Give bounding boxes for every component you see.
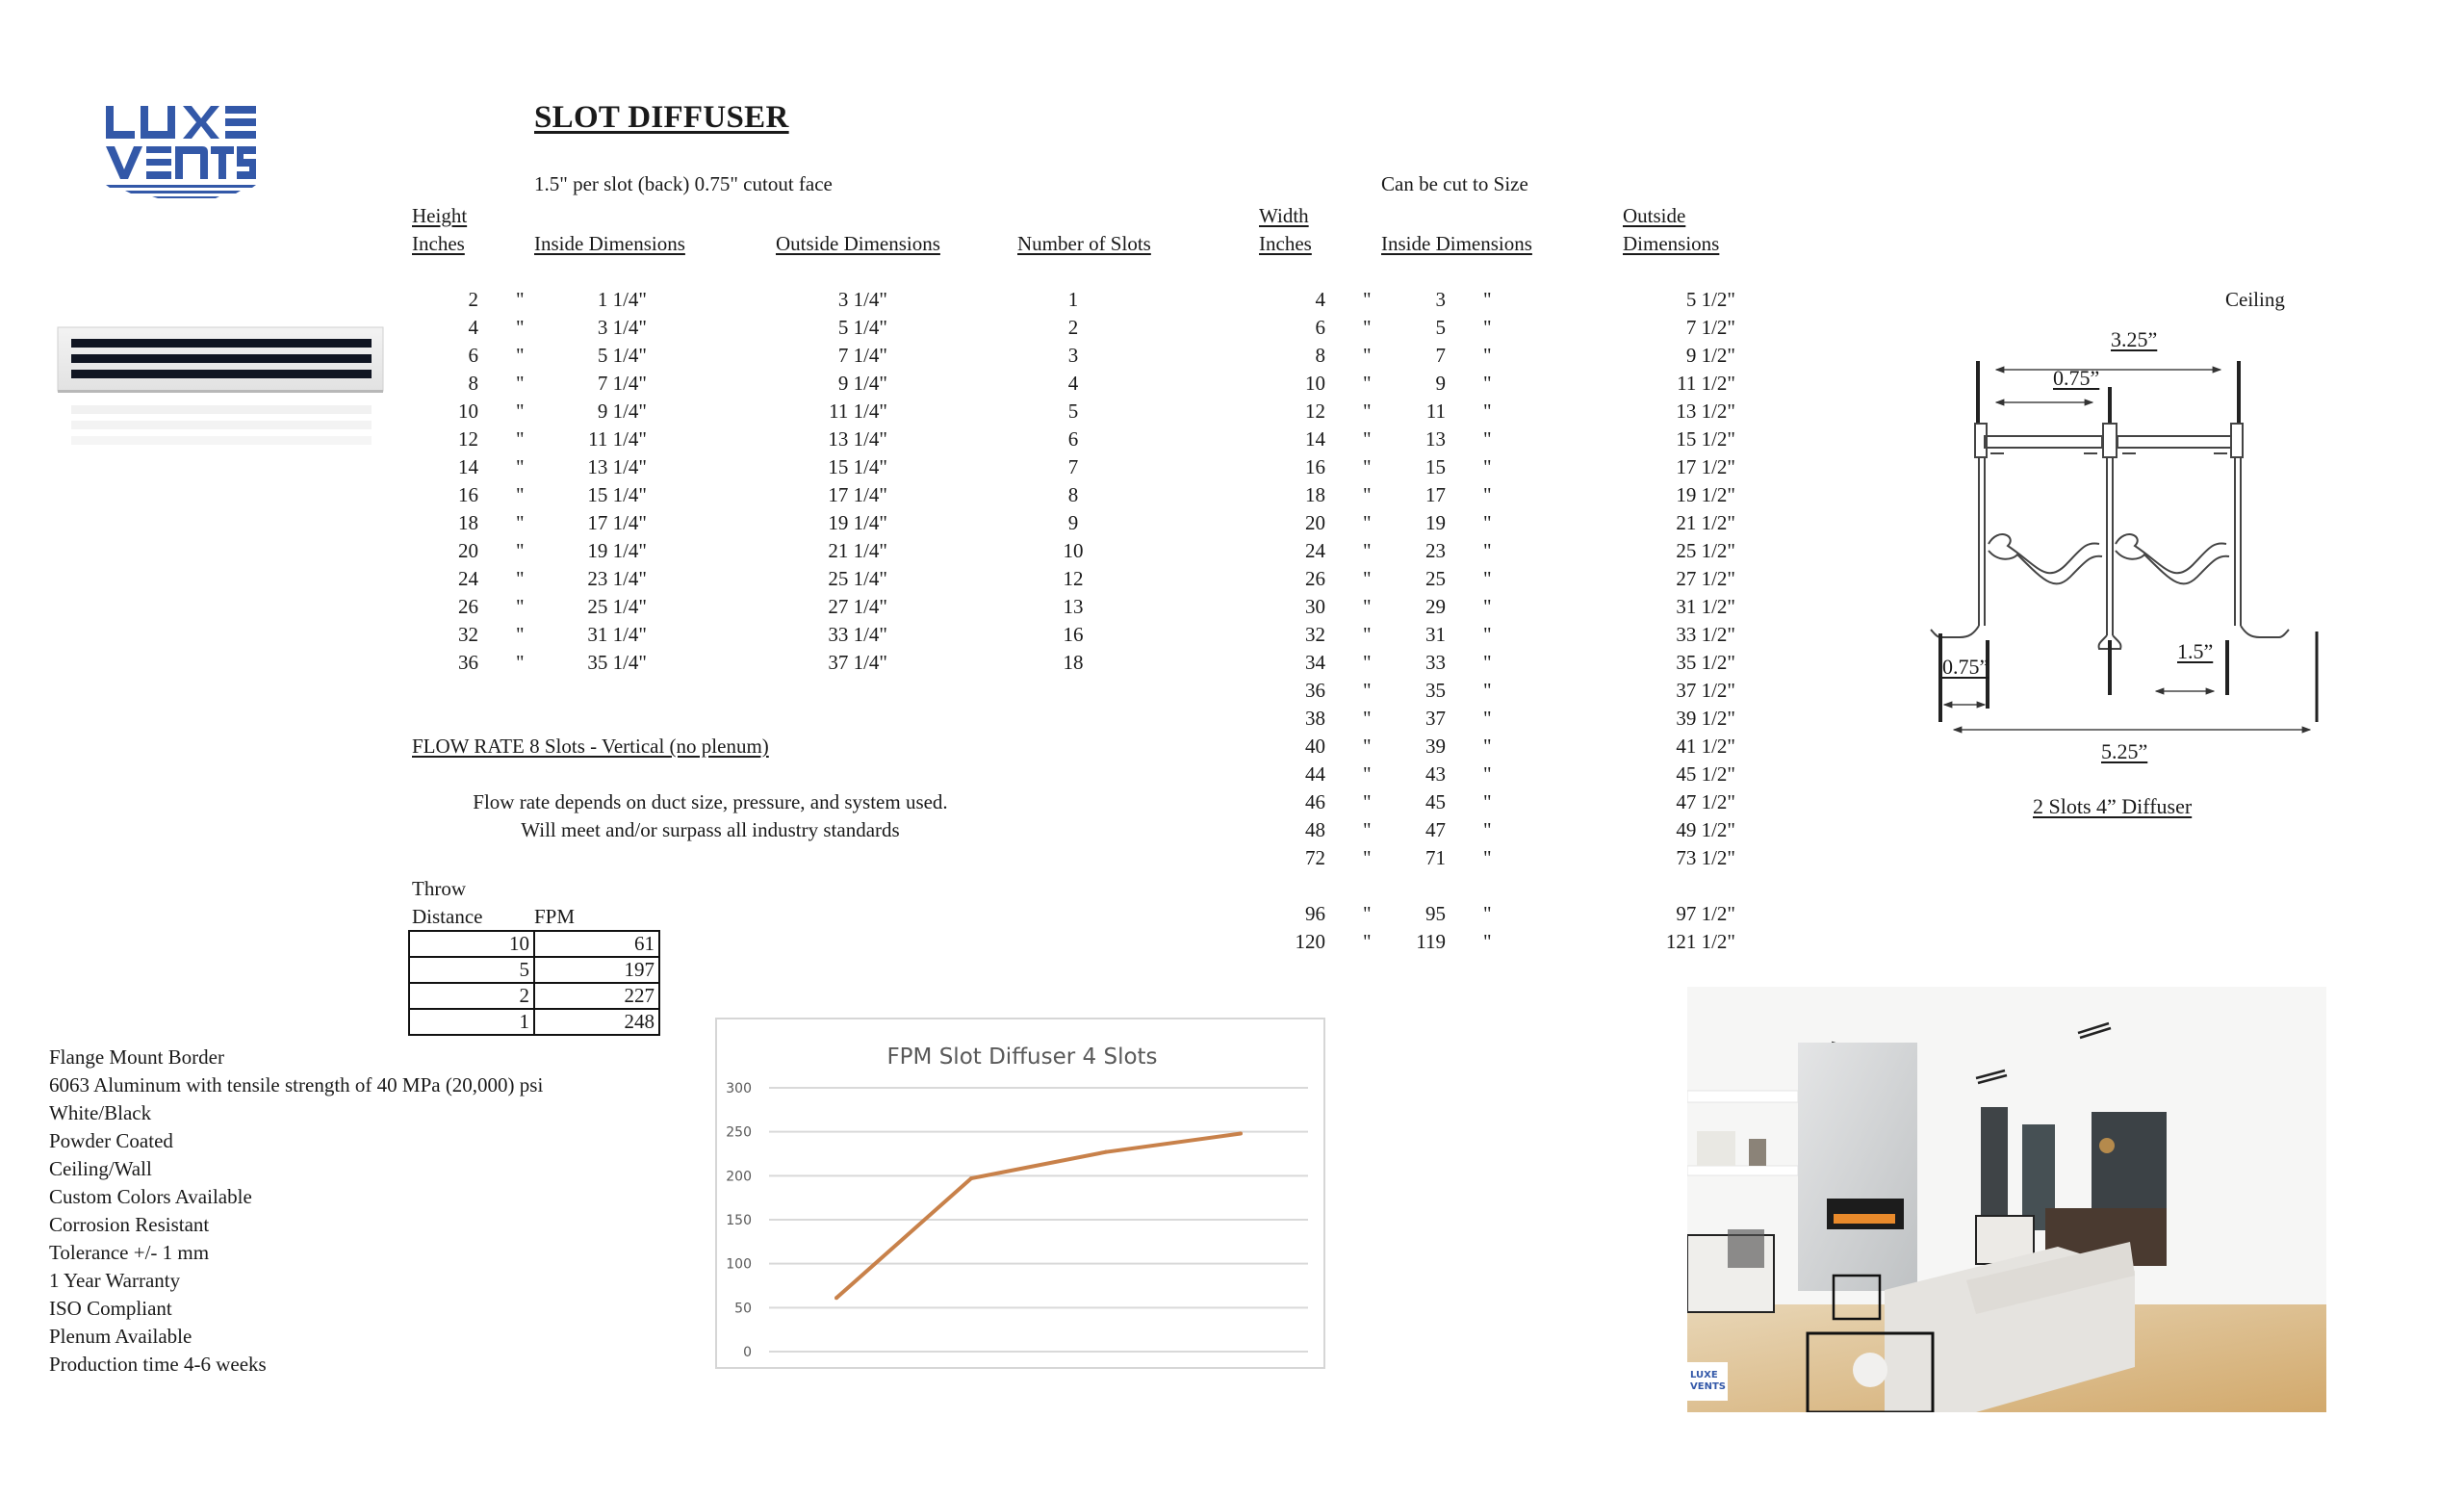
slot-count: 7 (1067, 455, 1079, 478)
height-value: 36 (458, 651, 478, 674)
height-outside-value: 9 1/4" (837, 372, 887, 395)
width-inside-inch-mark: " (1483, 427, 1492, 451)
width-value: 8 (1315, 344, 1325, 367)
throw-fpm: 227 (534, 983, 659, 1009)
width-value: 38 (1305, 707, 1325, 730)
fpm-data-point (1104, 1150, 1108, 1154)
throw-fpm: 248 (534, 1009, 659, 1035)
width-inside-inch-mark: " (1483, 902, 1492, 925)
height-inside-value: 17 1/4" (587, 511, 647, 534)
width-value: 26 (1305, 567, 1325, 590)
width-inch-mark: " (1363, 902, 1372, 925)
width-inch-mark: " (1363, 735, 1372, 758)
height-inside-value: 13 1/4" (587, 455, 647, 478)
flow-rate-note-1: Flow rate depends on duct size, pressure, and system used. (473, 790, 948, 813)
height-outside-value: 25 1/4" (828, 567, 887, 590)
width-inch-mark: " (1363, 372, 1372, 395)
dim-slot-top-label: 0.75” (2053, 366, 2100, 390)
flow-rate-heading: FLOW RATE 8 Slots - Vertical (no plenum) (412, 735, 769, 758)
width-outside-value: 17 1/2" (1676, 455, 1735, 478)
height-outside-value: 33 1/4" (828, 623, 887, 646)
y-tick-label: 0 (743, 1345, 752, 1360)
height-value: 10 (458, 400, 478, 423)
feature-item: Custom Colors Available (49, 1185, 252, 1208)
feature-item: ISO Compliant (49, 1297, 172, 1320)
ceiling-label: Ceiling (2225, 288, 2285, 311)
height-inch-mark: " (516, 511, 525, 534)
width-outside-value: 35 1/2" (1676, 651, 1735, 674)
slot-count: 10 (1063, 539, 1084, 562)
dim-flange-label: 0.75” (1942, 655, 1989, 679)
chart-title: FPM Slot Diffuser 4 Slots (886, 1045, 1158, 1070)
diagram-caption: 2 Slots 4” Diffuser (2033, 794, 2193, 818)
width-inside-header: Inside Dimensions (1381, 232, 1532, 255)
width-outside-value: 25 1/2" (1676, 539, 1735, 562)
height-inch-mark: " (516, 316, 525, 339)
height-inside-value: 5 1/4" (597, 344, 647, 367)
feature-item: 1 Year Warranty (49, 1269, 181, 1292)
dim-top-label: 3.25” (2111, 327, 2158, 351)
width-inside-value: 23 (1425, 539, 1446, 562)
slot-count: 1 (1067, 288, 1079, 311)
height-value: 16 (458, 483, 478, 506)
width-value: 46 (1305, 790, 1325, 813)
fpm-chart-svg (717, 1019, 1327, 1371)
throw-distance: 5 (409, 957, 534, 983)
width-inside-inch-mark: " (1483, 372, 1492, 395)
width-outside-value: 121 1/2" (1665, 930, 1735, 953)
height-outside-value: 19 1/4" (828, 511, 887, 534)
width-outside-value: 45 1/2" (1676, 762, 1735, 786)
width-inch-mark: " (1363, 595, 1372, 618)
width-inch-mark: " (1363, 400, 1372, 423)
width-inch-mark: " (1363, 930, 1372, 953)
width-header-top: Width (1259, 204, 1309, 227)
width-value: 24 (1305, 539, 1325, 562)
height-inside-value: 7 1/4" (597, 372, 647, 395)
width-outside-value: 21 1/2" (1676, 511, 1735, 534)
throw-table-row (409, 931, 659, 957)
width-inside-value: 3 (1435, 288, 1446, 311)
throw-distance: 10 (409, 931, 534, 957)
throw-table-row (409, 983, 659, 1009)
width-inch-mark: " (1363, 511, 1372, 534)
width-inch-mark: " (1363, 344, 1372, 367)
width-inside-inch-mark: " (1483, 595, 1492, 618)
height-inch-mark: " (516, 651, 525, 674)
height-inch-mark: " (516, 539, 525, 562)
width-inch-mark: " (1363, 623, 1372, 646)
slot-count: 6 (1067, 427, 1079, 451)
height-inside-value: 19 1/4" (587, 539, 647, 562)
slot-count: 9 (1067, 511, 1079, 534)
y-tick-label: 200 (726, 1169, 752, 1185)
width-inside-value: 95 (1425, 902, 1446, 925)
distance-header: Distance (412, 905, 483, 928)
width-outside-value: 41 1/2" (1676, 735, 1735, 758)
width-value: 96 (1305, 902, 1325, 925)
diffuser-cross-section-diagram (1925, 327, 2339, 809)
height-outside-value: 27 1/4" (828, 595, 887, 618)
fpm-header: FPM (534, 905, 576, 928)
width-value: 12 (1305, 400, 1325, 423)
width-outside-value: 97 1/2" (1676, 902, 1735, 925)
width-inside-inch-mark: " (1483, 455, 1492, 478)
width-inside-inch-mark: " (1483, 567, 1492, 590)
width-value: 14 (1305, 427, 1325, 451)
y-tick-label: 250 (726, 1124, 752, 1141)
slot-count: 4 (1067, 372, 1079, 395)
height-inside-value: 1 1/4" (597, 288, 647, 311)
throw-table-row (409, 1009, 659, 1035)
width-inside-value: 9 (1435, 372, 1446, 395)
width-value: 48 (1305, 818, 1325, 841)
height-value: 12 (458, 427, 478, 451)
width-inch-mark: " (1363, 762, 1372, 786)
feature-item: Powder Coated (49, 1129, 173, 1152)
throw-header: Throw (412, 877, 466, 900)
width-outside-value: 11 1/2" (1677, 372, 1735, 395)
width-inside-inch-mark: " (1483, 735, 1492, 758)
slot-count: 5 (1067, 400, 1079, 423)
width-inside-value: 47 (1425, 818, 1446, 841)
height-inch-mark: " (516, 344, 525, 367)
page-title: SLOT DIFFUSER (534, 100, 789, 135)
slot-count: 8 (1067, 483, 1079, 506)
width-value: 4 (1315, 288, 1325, 311)
width-value: 40 (1305, 735, 1325, 758)
height-inch-mark: " (516, 288, 525, 311)
width-outside-value: 7 1/2" (1685, 316, 1735, 339)
width-inside-value: 43 (1425, 762, 1446, 786)
height-outside-value: 3 1/4" (837, 288, 887, 311)
height-inside-value: 35 1/4" (587, 651, 647, 674)
width-inside-value: 13 (1425, 427, 1446, 451)
width-value: 34 (1305, 651, 1325, 674)
height-value: 6 (468, 344, 478, 367)
height-inside-value: 31 1/4" (587, 623, 647, 646)
feature-item: Corrosion Resistant (49, 1213, 210, 1236)
height-inch-mark: " (516, 455, 525, 478)
width-inside-inch-mark: " (1483, 288, 1492, 311)
width-outside-value: 37 1/2" (1676, 679, 1735, 702)
width-inside-inch-mark: " (1483, 623, 1492, 646)
throw-table-row (409, 957, 659, 983)
photo-watermark-line2: VENTS (1690, 1381, 1726, 1392)
height-inch-mark: " (516, 623, 525, 646)
width-inch-mark: " (1363, 567, 1372, 590)
width-inside-value: 17 (1425, 483, 1446, 506)
feature-item: Ceiling/Wall (49, 1157, 152, 1180)
slot-spec-note: 1.5" per slot (back) 0.75" cutout face (534, 172, 833, 195)
width-inside-value: 25 (1425, 567, 1446, 590)
throw-distance: 2 (409, 983, 534, 1009)
feature-item: Flange Mount Border (49, 1045, 224, 1069)
feature-item: Production time 4-6 weeks (49, 1353, 267, 1376)
height-header-bottom: Inches (412, 232, 465, 255)
width-inside-inch-mark: " (1483, 483, 1492, 506)
fpm-data-point (1239, 1131, 1243, 1135)
width-outside-value: 73 1/2" (1676, 846, 1735, 869)
fpm-data-point (834, 1296, 838, 1300)
height-inch-mark: " (516, 400, 525, 423)
height-inside-value: 11 1/4" (588, 427, 647, 451)
width-inside-value: 29 (1425, 595, 1446, 618)
width-inside-value: 15 (1425, 455, 1446, 478)
height-inside-value: 15 1/4" (587, 483, 647, 506)
brand-logo (104, 104, 258, 200)
width-inside-inch-mark: " (1483, 651, 1492, 674)
flow-rate-note-2: Will meet and/or surpass all industry standards (521, 818, 900, 841)
width-outside-value: 19 1/2" (1676, 483, 1735, 506)
feature-item: Tolerance +/- 1 mm (49, 1241, 210, 1264)
throw-fpm: 61 (534, 931, 659, 957)
width-inside-value: 71 (1425, 846, 1446, 869)
fpm-chart (715, 1018, 1325, 1369)
width-inside-inch-mark: " (1483, 930, 1492, 953)
width-inch-mark: " (1363, 707, 1372, 730)
width-value: 10 (1305, 372, 1325, 395)
height-value: 18 (458, 511, 478, 534)
width-inside-value: 33 (1425, 651, 1446, 674)
width-value: 120 (1295, 930, 1325, 953)
dim-slot-bottom-label: 1.5” (2177, 639, 2214, 663)
height-inch-mark: " (516, 595, 525, 618)
width-inch-mark: " (1363, 790, 1372, 813)
width-inch-mark: " (1363, 288, 1372, 311)
throw-distance: 1 (409, 1009, 534, 1035)
slot-count: 13 (1063, 595, 1084, 618)
width-inside-inch-mark: " (1483, 344, 1492, 367)
width-inside-inch-mark: " (1483, 846, 1492, 869)
width-inch-mark: " (1363, 483, 1372, 506)
width-inside-inch-mark: " (1483, 511, 1492, 534)
slot-count: 12 (1063, 567, 1084, 590)
width-inch-mark: " (1363, 316, 1372, 339)
living-room-photo (1687, 987, 2326, 1412)
slot-count: 3 (1067, 344, 1079, 367)
width-inside-inch-mark: " (1483, 707, 1492, 730)
width-value: 16 (1305, 455, 1325, 478)
width-inside-value: 35 (1425, 679, 1446, 702)
photo-watermark-line1: LUXE (1690, 1370, 1718, 1380)
width-value: 20 (1305, 511, 1325, 534)
height-outside-value: 21 1/4" (828, 539, 887, 562)
width-value: 32 (1305, 623, 1325, 646)
width-outside-header-top: Outside (1623, 204, 1686, 227)
width-inside-value: 39 (1425, 735, 1446, 758)
width-outside-value: 15 1/2" (1676, 427, 1735, 451)
fpm-data-point (969, 1176, 973, 1180)
height-inside-value: 3 1/4" (597, 316, 647, 339)
width-inch-mark: " (1363, 818, 1372, 841)
width-inside-inch-mark: " (1483, 818, 1492, 841)
height-value: 24 (458, 567, 478, 590)
height-outside-value: 15 1/4" (828, 455, 887, 478)
width-inside-inch-mark: " (1483, 679, 1492, 702)
feature-item: White/Black (49, 1101, 152, 1124)
height-value: 32 (458, 623, 478, 646)
width-inch-mark: " (1363, 455, 1372, 478)
width-inside-inch-mark: " (1483, 316, 1492, 339)
feature-item: 6063 Aluminum with tensile strength of 40 MPa (20,000) psi (49, 1073, 544, 1096)
width-inside-value: 7 (1435, 344, 1446, 367)
y-tick-label: 150 (726, 1213, 752, 1228)
width-value: 36 (1305, 679, 1325, 702)
height-inch-mark: " (516, 372, 525, 395)
width-inside-value: 45 (1425, 790, 1446, 813)
width-inside-inch-mark: " (1483, 539, 1492, 562)
width-outside-value: 39 1/2" (1676, 707, 1735, 730)
slot-count: 2 (1067, 316, 1079, 339)
width-outside-value: 47 1/2" (1676, 790, 1735, 813)
luxe-vents-logo-icon (104, 104, 258, 200)
height-inch-mark: " (516, 483, 525, 506)
height-value: 4 (468, 316, 478, 339)
slot-count: 18 (1063, 651, 1084, 674)
height-value: 26 (458, 595, 478, 618)
width-inside-value: 19 (1425, 511, 1446, 534)
width-value: 6 (1315, 316, 1325, 339)
y-tick-label: 300 (726, 1081, 752, 1096)
dim-overall-label: 5.25” (2101, 739, 2148, 763)
width-inch-mark: " (1363, 651, 1372, 674)
height-header-top: Height (412, 204, 468, 227)
width-outside-header-bottom: Dimensions (1623, 232, 1720, 255)
y-tick-label: 100 (726, 1256, 752, 1273)
feature-item: Plenum Available (49, 1325, 192, 1348)
width-inside-value: 5 (1435, 316, 1446, 339)
throw-table (408, 930, 660, 1036)
width-inside-inch-mark: " (1483, 762, 1492, 786)
width-value: 30 (1305, 595, 1325, 618)
height-value: 20 (458, 539, 478, 562)
width-outside-value: 49 1/2" (1676, 818, 1735, 841)
width-inch-mark: " (1363, 846, 1372, 869)
cut-to-size-note: Can be cut to Size (1381, 172, 1528, 195)
slots-header: Number of Slots (1017, 232, 1151, 255)
width-outside-value: 5 1/2" (1685, 288, 1735, 311)
throw-fpm: 197 (534, 957, 659, 983)
width-outside-value: 33 1/2" (1676, 623, 1735, 646)
height-outside-value: 37 1/4" (828, 651, 887, 674)
height-inch-mark: " (516, 427, 525, 451)
height-value: 8 (468, 372, 478, 395)
height-outside-value: 11 1/4" (829, 400, 887, 423)
width-inside-value: 11 (1425, 400, 1446, 423)
height-outside-header: Outside Dimensions (776, 232, 940, 255)
fpm-series-line (836, 1133, 1241, 1298)
width-inside-inch-mark: " (1483, 790, 1492, 813)
width-inside-inch-mark: " (1483, 400, 1492, 423)
height-value: 14 (458, 455, 478, 478)
width-outside-value: 27 1/2" (1676, 567, 1735, 590)
width-inside-value: 37 (1425, 707, 1446, 730)
height-outside-value: 7 1/4" (837, 344, 887, 367)
width-outside-value: 31 1/2" (1676, 595, 1735, 618)
vent-product-image (57, 326, 384, 451)
height-inside-value: 9 1/4" (597, 400, 647, 423)
width-outside-value: 9 1/2" (1685, 344, 1735, 367)
width-inside-value: 31 (1425, 623, 1446, 646)
width-inch-mark: " (1363, 427, 1372, 451)
y-tick-label: 50 (734, 1301, 752, 1317)
height-inside-value: 23 1/4" (587, 567, 647, 590)
width-inch-mark: " (1363, 679, 1372, 702)
width-value: 72 (1305, 846, 1325, 869)
width-inch-mark: " (1363, 539, 1372, 562)
height-inch-mark: " (516, 567, 525, 590)
width-inside-value: 119 (1416, 930, 1446, 953)
height-outside-value: 13 1/4" (828, 427, 887, 451)
height-inside-header: Inside Dimensions (534, 232, 685, 255)
height-inside-value: 25 1/4" (587, 595, 647, 618)
width-header-bottom: Inches (1259, 232, 1312, 255)
height-outside-value: 5 1/4" (837, 316, 887, 339)
height-outside-value: 17 1/4" (828, 483, 887, 506)
slot-count: 16 (1063, 623, 1084, 646)
width-value: 44 (1305, 762, 1325, 786)
height-value: 2 (468, 288, 478, 311)
width-value: 18 (1305, 483, 1325, 506)
width-outside-value: 13 1/2" (1676, 400, 1735, 423)
